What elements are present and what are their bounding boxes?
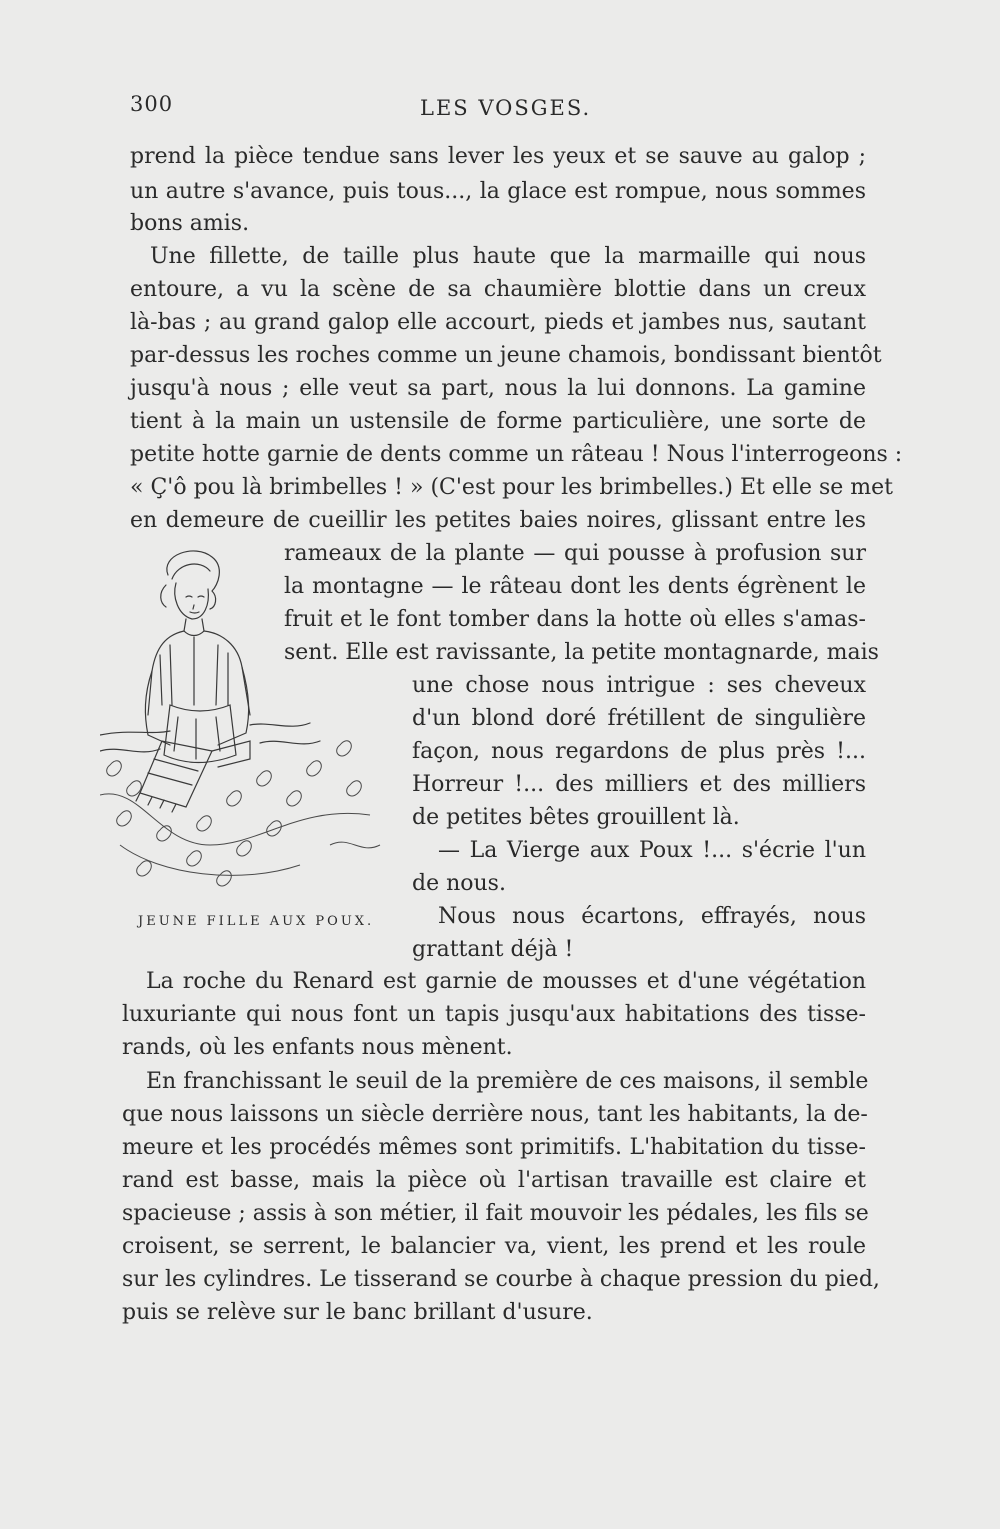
- text-line: croisent, se serrent, le balancier va, vient, les prend et les roule: [122, 1234, 866, 1259]
- text-line: luxuriante qui nous font un tapis jusqu'aux habitations des tisse-: [122, 1002, 866, 1027]
- text-line: rameaux de la plante — qui pousse à profusion sur: [284, 541, 866, 566]
- figure-caption: JEUNE FILLE AUX POUX.: [138, 914, 375, 929]
- text-line: fruit et le font tomber dans la hotte où elles s'amas-: [284, 607, 866, 632]
- text-line: prend la pièce tendue sans lever les yeux et se sauve au galop ;: [130, 144, 866, 169]
- text-line: jusqu'à nous ; elle veut sa part, nous la lui donnons. La gamine: [130, 376, 866, 401]
- text-line: de nous.: [412, 871, 506, 896]
- text-line: puis se relève sur le banc brillant d'usure.: [122, 1300, 593, 1325]
- text-line: en demeure de cueillir les petites baies noires, glissant entre les: [130, 508, 866, 533]
- text-line: là-bas ; au grand galop elle accourt, pieds et jambes nus, sautant: [130, 310, 866, 335]
- text-line: spacieuse ; assis à son métier, il fait mouvoir les pédales, les fils se: [122, 1201, 869, 1226]
- text-line: la montagne — le râteau dont les dents égrènent le: [284, 574, 866, 599]
- page-number: 300: [130, 92, 174, 116]
- text-line: d'un blond doré frétillent de singulière: [412, 706, 866, 731]
- text-line: tient à la main un ustensile de forme particulière, une sorte de: [130, 409, 866, 434]
- text-line: Horreur !... des milliers et des milliers: [412, 772, 866, 797]
- girl-engraving-illustration: [100, 545, 400, 905]
- text-line: « Ç'ô pou là brimbelles ! » (C'est pour les brimbelles.) Et elle se met: [130, 475, 893, 500]
- text-line: Nous nous écartons, effrayés, nous: [438, 904, 866, 929]
- text-line: grattant déjà !: [412, 937, 574, 962]
- text-line: une chose nous intrigue : ses cheveux: [412, 673, 866, 698]
- text-line: En franchissant le seuil de la première de ces maisons, il semble: [146, 1069, 869, 1094]
- text-line: de petites bêtes grouillent là.: [412, 805, 740, 830]
- text-line: Une fillette, de taille plus haute que la marmaille qui nous: [150, 244, 866, 269]
- running-title: LES VOSGES.: [420, 96, 592, 120]
- text-line: petite hotte garnie de dents comme un râteau ! Nous l'interrogeons :: [130, 442, 903, 467]
- text-line: La roche du Renard est garnie de mousses et d'une végétation: [146, 969, 866, 994]
- text-line: rands, où les enfants nous mènent.: [122, 1035, 513, 1060]
- text-line: entoure, a vu la scène de sa chaumière blottie dans un creux: [130, 277, 866, 302]
- text-line: rand est basse, mais la pièce où l'artisan travaille est claire et: [122, 1168, 866, 1193]
- text-line: meure et les procédés mêmes sont primitifs. L'habitation du tisse-: [122, 1135, 866, 1160]
- text-line: un autre s'avance, puis tous..., la glace est rompue, nous sommes: [130, 179, 866, 204]
- text-line: — La Vierge aux Poux !... s'écrie l'un: [438, 838, 866, 863]
- text-line: sent. Elle est ravissante, la petite montagnarde, mais: [284, 640, 879, 665]
- text-line: que nous laissons un siècle derrière nous, tant les habitants, la de-: [122, 1102, 868, 1127]
- text-line: façon, nous regardons de plus près !...: [412, 739, 866, 764]
- text-line: bons amis.: [130, 211, 250, 236]
- text-line: sur les cylindres. Le tisserand se courbe à chaque pression du pied,: [122, 1267, 880, 1292]
- text-line: par-dessus les roches comme un jeune chamois, bondissant bientôt: [130, 343, 882, 368]
